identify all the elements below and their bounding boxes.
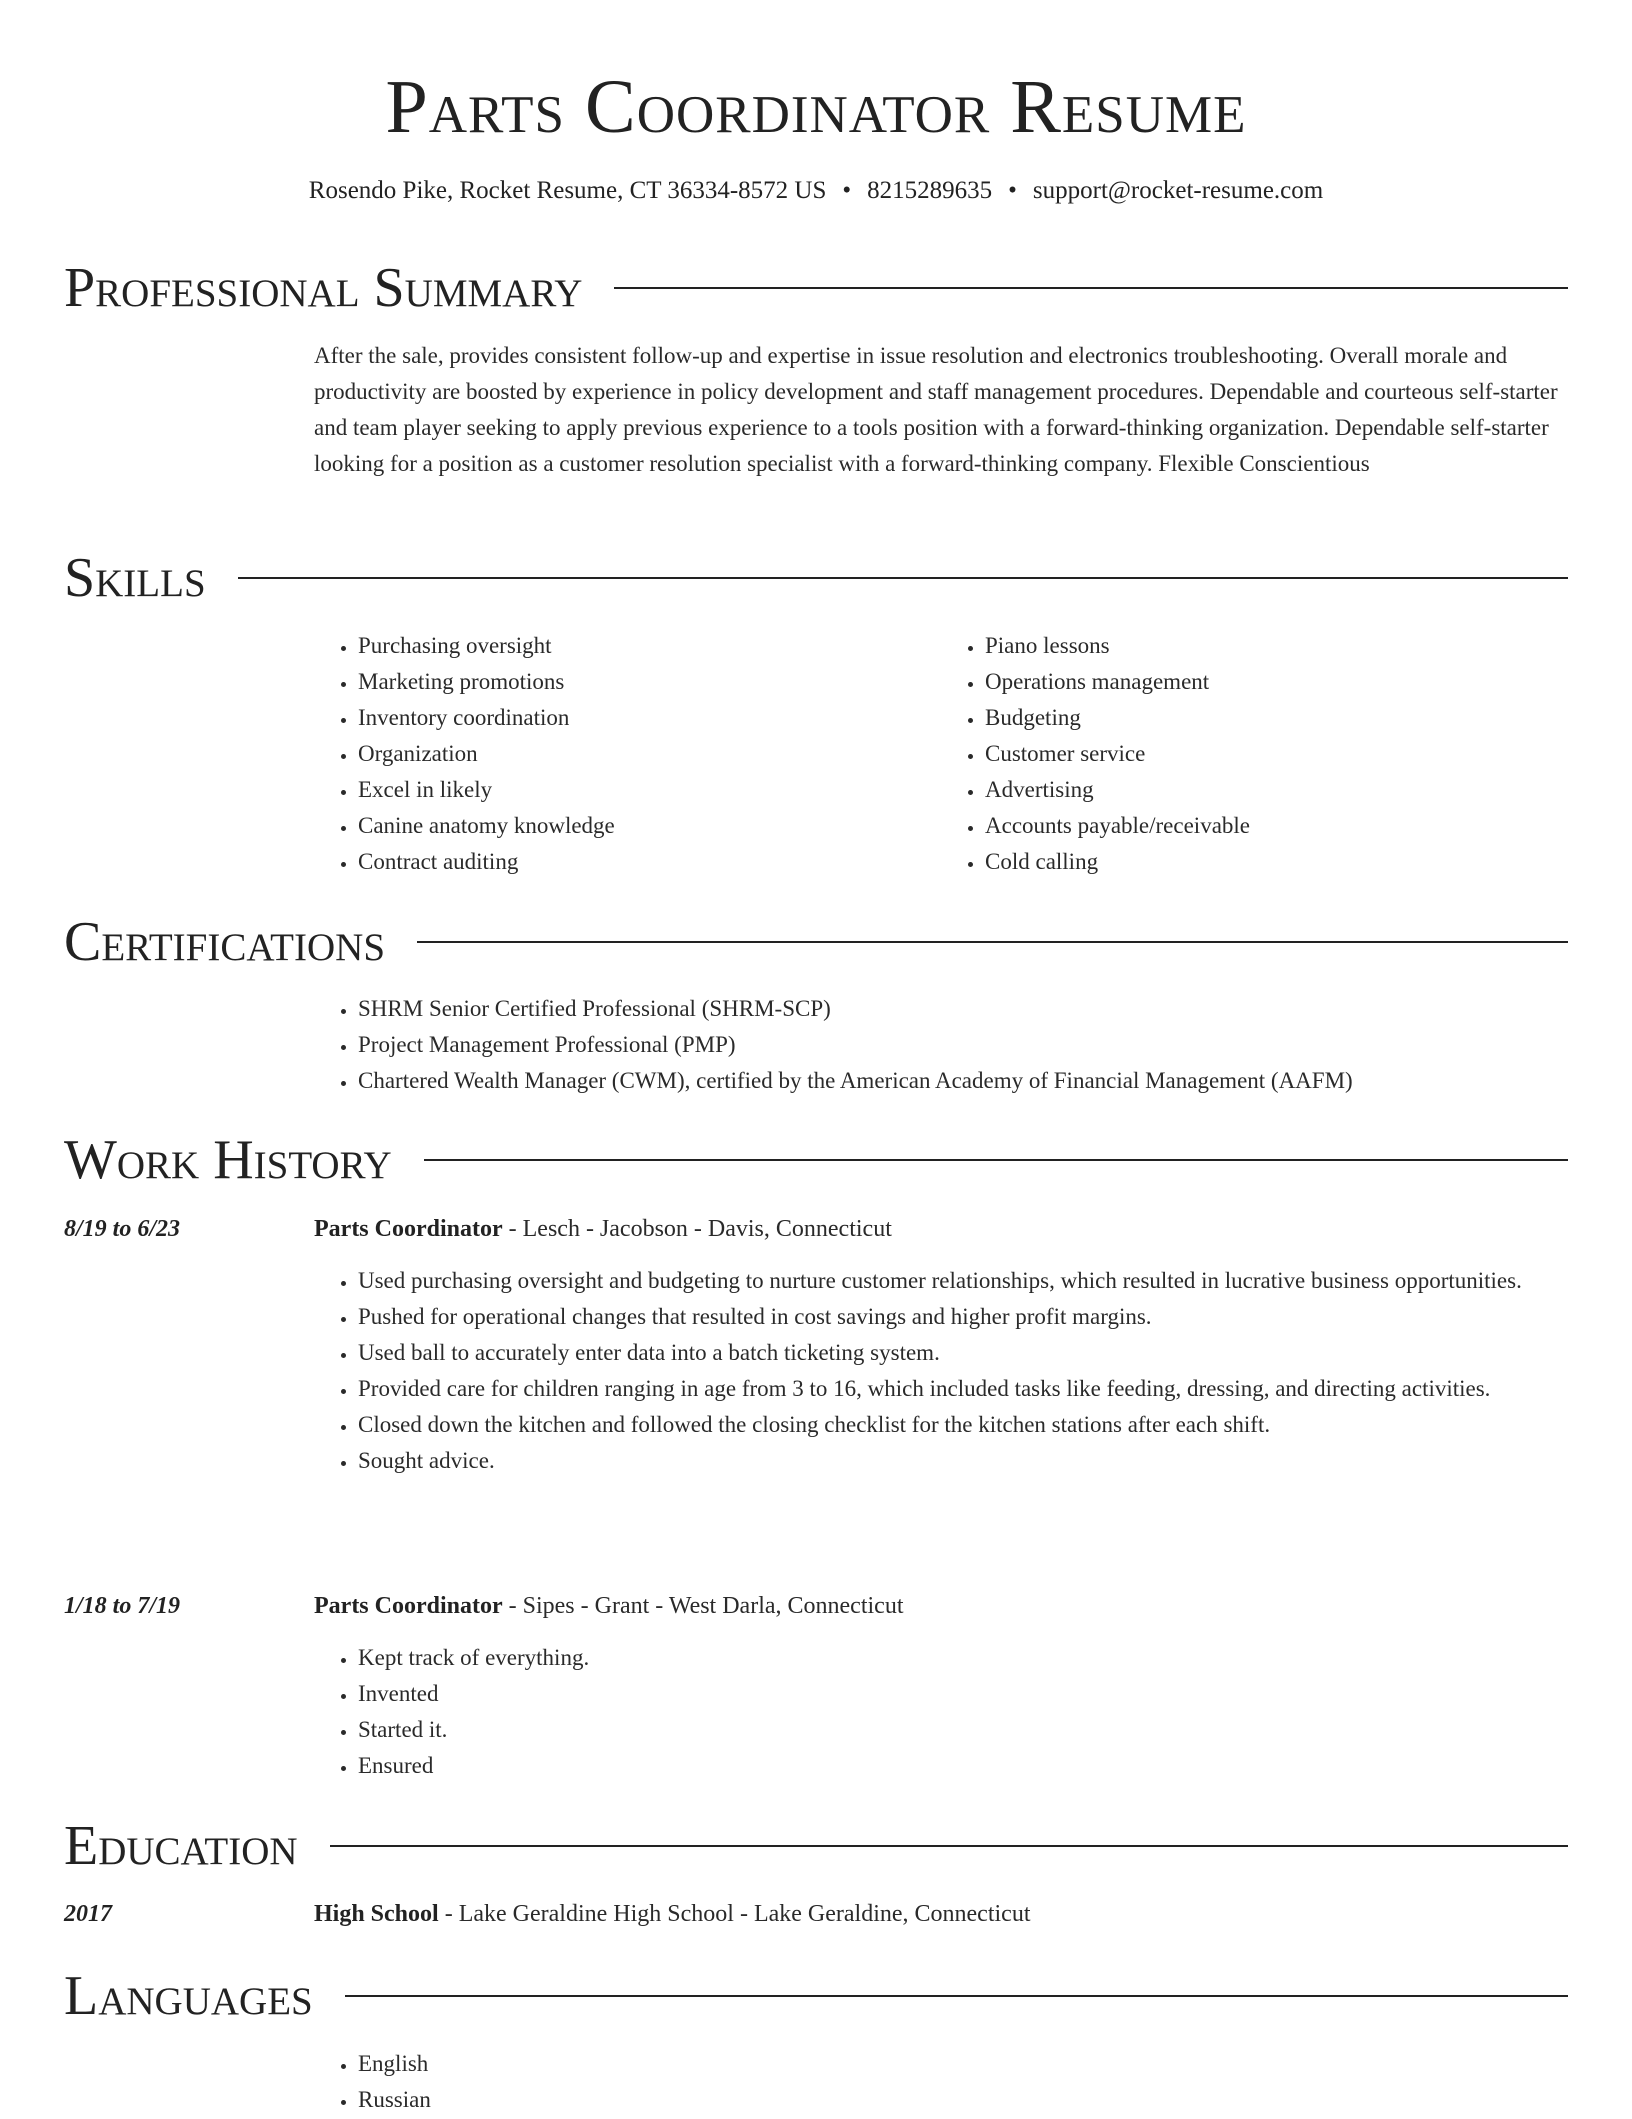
job-bullet: • Sought advice. (358, 1443, 1568, 1479)
skills-block (314, 628, 1568, 880)
skill-item: • Advertising (985, 772, 1568, 808)
contact-line (0, 173, 1632, 209)
education-school: - Lake Geraldine High School - Lake Geraldine, Connecticut (438, 1901, 1031, 1927)
skill-item: • Purchasing oversight (358, 628, 941, 664)
skill-item: • Organization (358, 736, 941, 772)
job-bullet: • Pushed for operational changes that resulted in cost savings and higher profit margins. (358, 1299, 1568, 1335)
section-divider (238, 577, 1568, 579)
job-employer: - Lesch - Jacobson - Davis, Connecticut (502, 1216, 892, 1242)
languages-block (314, 2046, 1568, 2118)
skill-item: • Customer service (985, 736, 1568, 772)
job-bullet: • Used purchasing oversight and budgeting to nurture customer relationships, which resulted in lucrative business opportunities. (358, 1263, 1568, 1299)
job-entry (314, 1211, 1568, 1479)
job-title: Parts Coordinator (314, 1216, 503, 1242)
summary-block (314, 338, 1568, 482)
job-employer: - Sipes - Grant - West Darla, Connecticut (502, 1593, 904, 1619)
job-bullet: • Invented (358, 1676, 1568, 1712)
job-bullet: • Closed down the kitchen and followed the closing checklist for the kitchen stations after each shift. (358, 1407, 1568, 1443)
section-divider (614, 287, 1568, 289)
certification-item: • Project Management Professional (PMP) (358, 1027, 1568, 1063)
job-bullets (314, 1263, 1568, 1479)
certifications-heading: Certifications (64, 911, 386, 973)
skill-item: • Piano lessons (985, 628, 1568, 664)
certification-item: • SHRM Senior Certified Professional (SHRM-SCP) (358, 991, 1568, 1027)
job-entry (314, 1588, 1568, 1784)
skills-list-right (941, 628, 1568, 880)
skill-item: • Operations management (985, 664, 1568, 700)
skill-item: • Budgeting (985, 700, 1568, 736)
job-dates: 8/19 to 6/23 (64, 1216, 181, 1242)
skills-section-header (64, 548, 1568, 608)
job-dates: 1/18 to 7/19 (64, 1593, 181, 1619)
skills-list-left (314, 628, 941, 880)
contact-address: Rosendo Pike, Rocket Resume, CT 36334-8572 US (308, 177, 827, 204)
languages-heading: Languages (64, 1965, 313, 2027)
job-bullet: • Ensured (358, 1748, 1568, 1784)
job-header (314, 1588, 1568, 1624)
section-divider (345, 1995, 1568, 1997)
education-year: 2017 (64, 1901, 112, 1927)
skill-item: • Accounts payable/receivable (985, 808, 1568, 844)
languages-section-header (64, 1966, 1568, 2026)
language-item: • Russian (358, 2082, 1568, 2118)
job-bullets (314, 1640, 1568, 1784)
skill-item: • Cold calling (985, 844, 1568, 880)
education-line (314, 1896, 1568, 1932)
job-title: Parts Coordinator (314, 1593, 503, 1619)
work-heading: Work History (64, 1129, 392, 1191)
certification-item: • Chartered Wealth Manager (CWM), certified by the American Academy of Financial Management (AAFM) (358, 1063, 1568, 1099)
job-bullet: • Kept track of everything. (358, 1640, 1568, 1676)
contact-phone: 8215289635 (867, 177, 993, 204)
resume-title: Parts Coordinator Resume (385, 65, 1247, 149)
skill-item: • Inventory coordination (358, 700, 941, 736)
language-item: • English (358, 2046, 1568, 2082)
skill-item: • Contract auditing (358, 844, 941, 880)
education-heading: Education (64, 1815, 298, 1877)
work-section-header (64, 1130, 1568, 1190)
contact-email: support@rocket-resume.com (1032, 177, 1324, 204)
summary-section-header (64, 258, 1568, 318)
skills-heading: Skills (64, 547, 206, 609)
education-degree: High School (314, 1901, 439, 1927)
job-header (314, 1211, 1568, 1247)
job-bullet: • Provided care for children ranging in age from 3 to 16, which included tasks like feeding, dressing, and directing activities. (358, 1371, 1568, 1407)
contact-separator: • (1008, 177, 1017, 204)
certifications-section-header (64, 912, 1568, 972)
job-bullet: • Used ball to accurately enter data into a batch ticketing system. (358, 1335, 1568, 1371)
section-divider (330, 1845, 1568, 1847)
section-divider (417, 941, 1568, 943)
summary-heading: Professional Summary (64, 257, 583, 319)
section-divider (424, 1159, 1568, 1161)
skill-item: • Excel in likely (358, 772, 941, 808)
certifications-block (314, 991, 1568, 1099)
languages-list (314, 2046, 1568, 2118)
skill-item: • Canine anatomy knowledge (358, 808, 941, 844)
education-section-header (64, 1816, 1568, 1876)
certifications-list (314, 991, 1568, 1099)
summary-text: After the sale, provides consistent follow-up and expertise in issue resolution and electronics troubleshooting. Overall morale and productivity are boosted by experience in policy development and staff management procedures. Dependable and courteous self-starter and team player seeking to apply previous experience to a tools position with a forward-thinking organization. Dependable self-starter looking for a position as a customer resolution specialist with a forward-thinking company. Flexible Conscientious (314, 343, 1558, 476)
education-entry (314, 1896, 1568, 1932)
contact-separator: • (842, 177, 852, 204)
job-bullet: • Started it. (358, 1712, 1568, 1748)
skill-item: • Marketing promotions (358, 664, 941, 700)
